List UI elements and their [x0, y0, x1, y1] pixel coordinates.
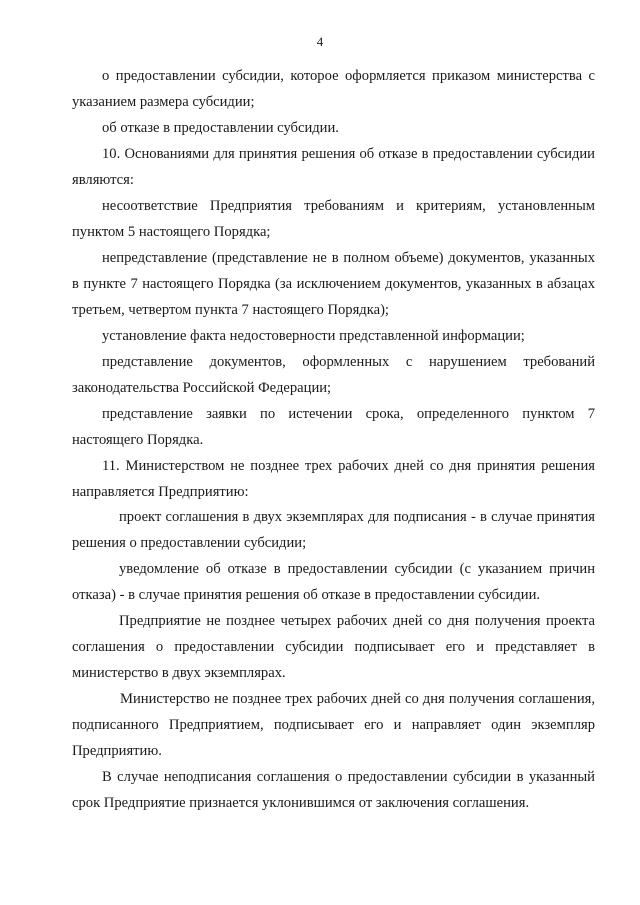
paragraph-ground-documents-violation: представление документов, оформленных с нарушением требований законодательства Российской Федерации;: [72, 354, 595, 397]
paragraph-decision-grant: о предоставлении субсидии, которое оформляется приказом министерства с указанием размера субсидии;: [72, 68, 595, 111]
paragraph-draft-agreement: проект соглашения в двух экземплярах для подписания - в случае принятия решения о предоставлении субсидии;: [72, 509, 595, 552]
paragraph-ground-false-information: установление факта недостоверности представленной информации;: [102, 328, 525, 344]
paragraph-item-10: 10. Основаниями для принятия решения об отказе в предоставлении субсидии являются:: [72, 146, 595, 189]
page-number: 4: [316, 34, 324, 49]
paragraph-non-signing: В случае неподписания соглашения о предоставлении субсидии в указанный срок Предприятие признается уклонившимся от заключения соглашения.: [72, 769, 595, 812]
paragraph-ground-late-application: представление заявки по истечении срока, определенного пунктом 7 настоящего Порядка.: [72, 406, 595, 449]
paragraph-ministry-signs: Министерство не позднее трех рабочих дней со дня получения соглашения, подписанного Предприятием, подписывает его и направляет один экземпляр Предприятию.: [72, 691, 595, 760]
paragraph-ground-missing-documents: непредставление (представление не в полном объеме) документов, указанных в пункте 7 настоящего Порядка (за исключением документов, указанных в абзацах третьем, четвертом пункта 7 настоящего Порядка);: [72, 250, 595, 319]
paragraph-refusal-notice: уведомление об отказе в предоставлении субсидии (с указанием причин отказа) - в случае принятия решения об отказе в предоставлении субсидии.: [72, 561, 595, 604]
paragraph-item-11: 11. Министерством не позднее трех рабочих дней со дня принятия решения направляется Предприятию:: [72, 458, 595, 501]
paragraph-decision-refusal: об отказе в предоставлении субсидии.: [102, 120, 339, 136]
paragraph-ground-noncompliance: несоответствие Предприятия требованиям и критериям, установленным пунктом 5 настоящего Порядка;: [72, 198, 595, 241]
paragraph-enterprise-signs: Предприятие не позднее четырех рабочих дней со дня получения проекта соглашения о предоставлении субсидии подписывает его и представляет в министерство в двух экземплярах.: [72, 613, 595, 682]
